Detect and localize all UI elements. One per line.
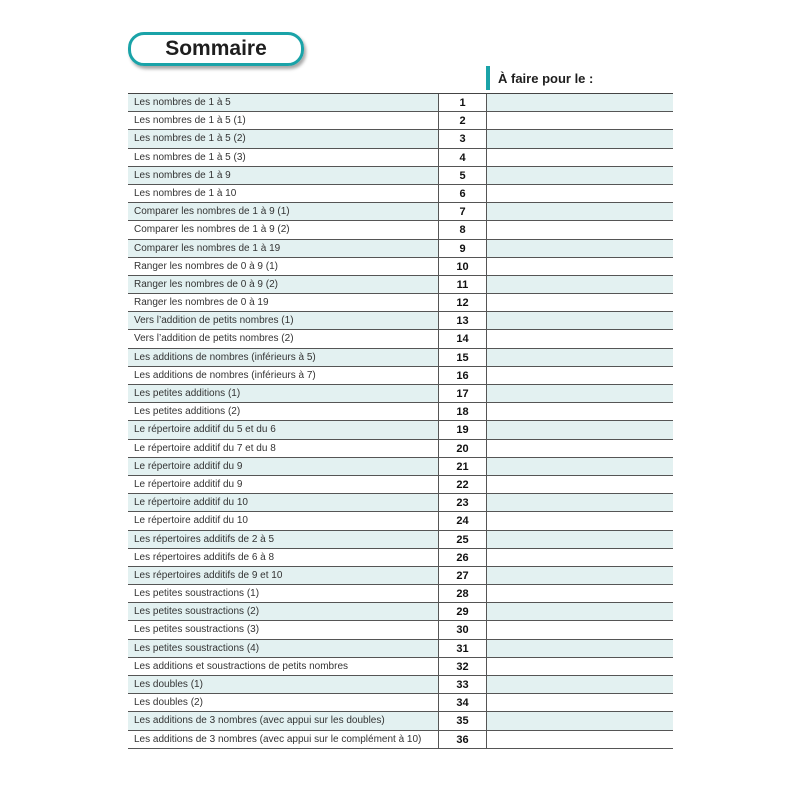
- toc-row-label: Les petites soustractions (2): [134, 606, 260, 618]
- toc-row-due-date-field[interactable]: [487, 330, 673, 347]
- toc-row-due-date-field[interactable]: [487, 367, 673, 384]
- toc-row-due-date-field[interactable]: [487, 112, 673, 129]
- toc-row-number: 17: [438, 385, 487, 402]
- toc-row-due-date-field[interactable]: [487, 676, 673, 693]
- toc-row-label: Les nombres de 1 à 5 (1): [134, 115, 246, 127]
- toc-row-label: Le répertoire additif du 9: [134, 460, 243, 472]
- toc-row-label: Les nombres de 1 à 9: [134, 169, 231, 181]
- toc-row-due-date-field[interactable]: [487, 567, 673, 584]
- toc-row-label: Les additions de 3 nombres (avec appui sur les doubles): [134, 715, 385, 727]
- toc-row: [128, 512, 673, 530]
- toc-row-label: Les nombres de 1 à 10: [134, 187, 237, 199]
- toc-row-due-date-field[interactable]: [487, 549, 673, 566]
- toc-row: [128, 349, 673, 367]
- toc-row: [128, 294, 673, 312]
- toc-row-number: 19: [438, 421, 487, 438]
- due-date-header: [486, 66, 593, 90]
- toc-row-due-date-field[interactable]: [487, 731, 673, 748]
- toc-row: [128, 440, 673, 458]
- toc-row-number: 31: [438, 640, 487, 657]
- toc-row-due-date-field[interactable]: [487, 167, 673, 184]
- toc-row-label: Les petites additions (2): [134, 406, 241, 418]
- toc-row: [128, 130, 673, 148]
- toc-row-number: 6: [438, 185, 487, 202]
- toc-row: [128, 385, 673, 403]
- toc-row-number: 2: [438, 112, 487, 129]
- toc-row-due-date-field[interactable]: [487, 385, 673, 402]
- toc-row: [128, 94, 673, 112]
- toc-row: [128, 585, 673, 603]
- toc-row: [128, 330, 673, 348]
- toc-row-due-date-field[interactable]: [487, 712, 673, 729]
- toc-row-due-date-field[interactable]: [487, 294, 673, 311]
- toc-row-due-date-field[interactable]: [487, 276, 673, 293]
- toc-row-label: Les nombres de 1 à 5 (2): [134, 133, 246, 145]
- toc-row-label: Les additions de 3 nombres (avec appui sur le complément à 10): [134, 733, 422, 745]
- toc-row-label: Les petites additions (1): [134, 388, 241, 399]
- toc-row-label: Les nombres de 1 à 5 (3): [134, 151, 246, 163]
- toc-row-number: 18: [438, 403, 487, 420]
- toc-row-label: Les petites soustractions (4): [134, 642, 260, 654]
- table-of-contents: [128, 93, 673, 749]
- toc-row-due-date-field[interactable]: [487, 476, 673, 493]
- toc-row-due-date-field[interactable]: [487, 585, 673, 602]
- toc-row-label: Les répertoires additifs de 2 à 5: [134, 533, 275, 545]
- toc-row-number: 23: [438, 494, 487, 511]
- toc-row-label: Comparer les nombres de 1 à 9 (1): [134, 206, 290, 218]
- toc-row: [128, 276, 673, 294]
- toc-row: [128, 621, 673, 639]
- toc-row-due-date-field[interactable]: [487, 349, 673, 366]
- toc-row-number: 14: [438, 330, 487, 347]
- toc-row: [128, 567, 673, 585]
- toc-row-number: 30: [438, 621, 487, 638]
- toc-row-label: Les additions de nombres (inférieurs à 5): [134, 351, 316, 363]
- toc-row-due-date-field[interactable]: [487, 258, 673, 275]
- toc-row-label: Le répertoire additif du 9: [134, 478, 243, 490]
- toc-row-number: 25: [438, 531, 487, 548]
- toc-row-label: Les petites soustractions (1): [134, 588, 260, 600]
- toc-row-number: 21: [438, 458, 487, 475]
- toc-row-label: Ranger les nombres de 0 à 9 (2): [134, 278, 278, 290]
- toc-row-due-date-field[interactable]: [487, 603, 673, 620]
- toc-row: [128, 149, 673, 167]
- toc-row: [128, 458, 673, 476]
- toc-row-due-date-field[interactable]: [487, 494, 673, 511]
- toc-row: [128, 421, 673, 439]
- toc-row-number: 36: [438, 731, 487, 748]
- toc-row-label: Les nombres de 1 à 5: [134, 97, 231, 108]
- toc-row-due-date-field[interactable]: [487, 130, 673, 147]
- toc-row: [128, 112, 673, 130]
- toc-row-number: 12: [438, 294, 487, 311]
- toc-row-due-date-field[interactable]: [487, 621, 673, 638]
- toc-row-number: 5: [438, 167, 487, 184]
- toc-row-label: Le répertoire additif du 10: [134, 497, 248, 509]
- toc-row: [128, 167, 673, 185]
- toc-row-label: Les répertoires additifs de 9 et 10: [134, 569, 283, 581]
- toc-row-number: 9: [438, 240, 487, 257]
- page-title: Sommaire: [128, 32, 304, 66]
- accent-bar: [486, 66, 490, 90]
- toc-row-due-date-field[interactable]: [487, 240, 673, 257]
- toc-row-number: 34: [438, 694, 487, 711]
- toc-row-label: Le répertoire additif du 7 et du 8: [134, 442, 276, 454]
- toc-row: [128, 712, 673, 730]
- toc-row-number: 11: [438, 276, 487, 293]
- toc-row-due-date-field[interactable]: [487, 640, 673, 657]
- toc-row-due-date-field[interactable]: [487, 221, 673, 238]
- toc-row-number: 15: [438, 349, 487, 366]
- toc-row-due-date-field[interactable]: [487, 203, 673, 220]
- toc-row-number: 29: [438, 603, 487, 620]
- toc-row-number: 24: [438, 512, 487, 529]
- toc-row: [128, 731, 673, 749]
- toc-row-label: Les additions et soustractions de petits nombres: [134, 660, 349, 672]
- toc-row: [128, 640, 673, 658]
- toc-row-due-date-field[interactable]: [487, 94, 673, 111]
- toc-row-number: 3: [438, 130, 487, 147]
- toc-row-number: 8: [438, 221, 487, 238]
- toc-row-label: Les doubles (1): [134, 679, 203, 690]
- toc-row-number: 33: [438, 676, 487, 693]
- toc-row: [128, 549, 673, 567]
- toc-row-due-date-field[interactable]: [487, 403, 673, 420]
- toc-row-number: 10: [438, 258, 487, 275]
- toc-row-number: 32: [438, 658, 487, 675]
- toc-row-due-date-field[interactable]: [487, 185, 673, 202]
- toc-row-label: Ranger les nombres de 0 à 9 (1): [134, 260, 278, 272]
- toc-row-due-date-field[interactable]: [487, 149, 673, 166]
- toc-row-label: Ranger les nombres de 0 à 19: [134, 297, 269, 309]
- toc-row-number: 20: [438, 440, 487, 457]
- toc-row-label: Les petites soustractions (3): [134, 624, 260, 636]
- toc-row-label: Comparer les nombres de 1 à 19: [134, 242, 281, 254]
- toc-row-label: Les additions de nombres (inférieurs à 7): [134, 369, 316, 381]
- toc-row-label: Comparer les nombres de 1 à 9 (2): [134, 224, 290, 236]
- toc-row-label: Les répertoires additifs de 6 à 8: [134, 551, 275, 563]
- toc-row-due-date-field[interactable]: [487, 531, 673, 548]
- toc-row-label: Vers l’addition de petits nombres (1): [134, 315, 294, 327]
- toc-row-number: 7: [438, 203, 487, 220]
- toc-row-number: 16: [438, 367, 487, 384]
- toc-row: [128, 367, 673, 385]
- toc-row-due-date-field[interactable]: [487, 512, 673, 529]
- toc-row-due-date-field[interactable]: [487, 421, 673, 438]
- toc-row-due-date-field[interactable]: [487, 694, 673, 711]
- toc-row-number: 35: [438, 712, 487, 729]
- toc-row: [128, 403, 673, 421]
- toc-row-due-date-field[interactable]: [487, 458, 673, 475]
- toc-row: [128, 531, 673, 549]
- toc-row-due-date-field[interactable]: [487, 658, 673, 675]
- toc-row: [128, 185, 673, 203]
- toc-row: [128, 240, 673, 258]
- toc-row-due-date-field[interactable]: [487, 440, 673, 457]
- toc-row: [128, 258, 673, 276]
- toc-row-label: Les doubles (2): [134, 697, 203, 709]
- toc-row-number: 22: [438, 476, 487, 493]
- toc-row-number: 28: [438, 585, 487, 602]
- toc-row-number: 27: [438, 567, 487, 584]
- toc-row: [128, 676, 673, 694]
- toc-row: [128, 203, 673, 221]
- toc-row-number: 26: [438, 549, 487, 566]
- toc-row: [128, 603, 673, 621]
- toc-row-due-date-field[interactable]: [487, 312, 673, 329]
- toc-row: [128, 476, 673, 494]
- toc-row: [128, 312, 673, 330]
- toc-row: [128, 494, 673, 512]
- toc-row-number: 1: [438, 94, 487, 111]
- due-date-label: À faire pour le :: [498, 70, 594, 86]
- toc-row: [128, 694, 673, 712]
- toc-row-label: Le répertoire additif du 10: [134, 515, 248, 527]
- toc-row-number: 13: [438, 312, 487, 329]
- toc-row-label: Le répertoire additif du 5 et du 6: [134, 424, 276, 436]
- toc-row-label: Vers l’addition de petits nombres (2): [134, 333, 294, 345]
- toc-row: [128, 221, 673, 239]
- toc-row-number: 4: [438, 149, 487, 166]
- toc-row: [128, 658, 673, 676]
